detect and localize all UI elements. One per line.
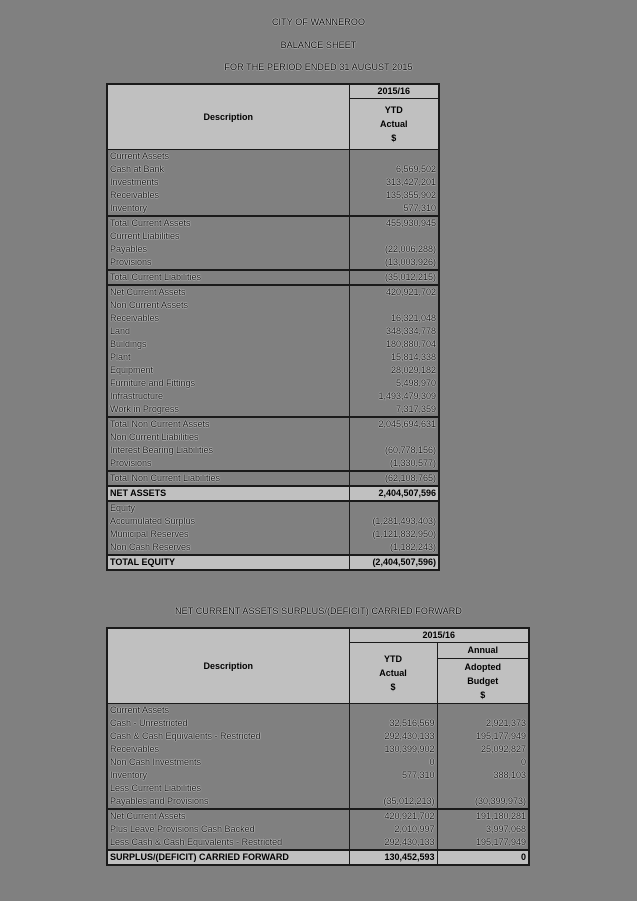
row-label: Municipal Reserves	[107, 528, 349, 541]
row-value-budget: 195,177,949	[437, 836, 529, 850]
row-label: Receivables	[107, 312, 349, 325]
row-label: Current Assets	[107, 150, 349, 164]
row-value-budget: 2,921,373	[437, 717, 529, 730]
table-row	[107, 756, 529, 769]
row-value-value	[349, 501, 439, 515]
row-value-value: 16,321,048	[349, 312, 439, 325]
row-label: Plus Leave Provisions Cash Backed	[107, 823, 349, 836]
row-label: Total Current Assets	[107, 216, 349, 230]
row-label: Non Cash Reserves	[107, 541, 349, 555]
surplus-ytd-value: 130,452,593	[349, 850, 437, 865]
table-row	[107, 202, 439, 216]
row-value-budget: 0	[437, 756, 529, 769]
table-row	[107, 216, 439, 230]
surplus-budget-value: 0	[437, 850, 529, 865]
row-label: Total Non Current Assets	[107, 417, 349, 431]
surplus-row	[107, 850, 529, 865]
row-label: Accumulated Surplus	[107, 515, 349, 528]
row-value-value: 455,930,945	[349, 216, 439, 230]
actual-label: Actual	[379, 119, 408, 129]
table-row	[107, 189, 439, 202]
table-row	[107, 541, 439, 555]
table-row	[107, 150, 439, 164]
table-row	[107, 230, 439, 243]
table-row	[107, 836, 529, 850]
table-row	[107, 515, 439, 528]
row-value-budget: 3,997,068	[437, 823, 529, 836]
table-row	[107, 528, 439, 541]
row-value-ytd: 130,399,902	[349, 743, 437, 756]
table-row	[107, 795, 529, 809]
nca-currency-label: $	[390, 682, 396, 692]
annual-header: Annual	[437, 643, 529, 659]
row-label: Cash at Bank	[107, 163, 349, 176]
description-header: Description	[107, 84, 349, 150]
net-assets-row	[107, 486, 439, 501]
row-label: Less Current Liabilities	[107, 782, 349, 795]
table-row	[107, 338, 439, 351]
table-row	[107, 270, 439, 285]
total-equity-label: TOTAL EQUITY	[107, 555, 349, 570]
row-value-value: 180,880,704	[349, 338, 439, 351]
row-value-value: (1,121,832,950)	[349, 528, 439, 541]
row-label: Net Current Assets	[107, 809, 349, 823]
nca-ytd-label: YTD	[384, 654, 402, 664]
row-value-budget	[437, 782, 529, 795]
table-row	[107, 769, 529, 782]
table-row	[107, 312, 439, 325]
table-row	[107, 730, 529, 743]
row-label: Net Current Assets	[107, 285, 349, 299]
table-row	[107, 325, 439, 338]
row-value-value: (60,778,156)	[349, 444, 439, 457]
row-value-ytd: (35,012,213)	[349, 795, 437, 809]
net-assets-label: NET ASSETS	[107, 486, 349, 501]
row-value-value: 6,569,502	[349, 163, 439, 176]
row-label: Investments	[107, 176, 349, 189]
row-value-value: 1,493,479,309	[349, 390, 439, 403]
row-value-value: (1,281,493,403)	[349, 515, 439, 528]
row-label: Inventory	[107, 202, 349, 216]
row-label: Equipment	[107, 364, 349, 377]
row-value-budget: 388,103	[437, 769, 529, 782]
table-row	[107, 431, 439, 444]
net-assets-value: 2,404,507,596	[349, 486, 439, 501]
row-value-value	[349, 150, 439, 164]
total-equity-value: (2,404,507,596)	[349, 555, 439, 570]
row-value-value: 577,310	[349, 202, 439, 216]
table-row	[107, 471, 439, 486]
table-row	[107, 704, 529, 718]
report-period: FOR THE PERIOD ENDED 31 AUGUST 2015	[224, 62, 413, 72]
row-label: Infrastructure	[107, 390, 349, 403]
row-value-ytd: 292,430,133	[349, 730, 437, 743]
row-value-value: (1,330,577)	[349, 457, 439, 471]
row-label: Cash - Unrestricted	[107, 717, 349, 730]
table-row	[107, 823, 529, 836]
row-value-value: (62,108,765)	[349, 471, 439, 486]
row-label: Receivables	[107, 743, 349, 756]
row-label: Interest Bearing Liabilities	[107, 444, 349, 457]
row-value-value: 420,921,702	[349, 285, 439, 299]
adopted-label: Adopted	[464, 662, 501, 672]
table-row	[107, 403, 439, 417]
total-equity-row	[107, 555, 439, 570]
row-value-ytd	[349, 782, 437, 795]
row-label: Current Liabilities	[107, 230, 349, 243]
ytd-actual-header	[349, 99, 439, 150]
table-row	[107, 743, 529, 756]
table-row	[107, 299, 439, 312]
row-label: Cash & Cash Equivalents - Restricted	[107, 730, 349, 743]
table-row	[107, 285, 439, 299]
row-label: Non Cash Investments	[107, 756, 349, 769]
budget-label: Budget	[467, 676, 499, 686]
nca-section-title: NET CURRENT ASSETS SURPLUS/(DEFICIT) CARRIED FORWARD	[175, 606, 462, 616]
nca-description-header: Description	[107, 628, 349, 704]
row-value-value	[349, 431, 439, 444]
table-row	[107, 501, 439, 515]
net-current-assets-table	[106, 627, 530, 866]
table-row	[107, 782, 529, 795]
table-row	[107, 351, 439, 364]
row-value-value: 135,355,902	[349, 189, 439, 202]
row-value-budget: (30,399,973)	[437, 795, 529, 809]
row-value-value: 5,498,970	[349, 377, 439, 390]
surplus-label: SURPLUS/(DEFICIT) CARRIED FORWARD	[107, 850, 349, 865]
row-value-value: (35,012,215)	[349, 270, 439, 285]
row-value-value	[349, 230, 439, 243]
row-value-value	[349, 299, 439, 312]
row-value-value: 15,814,338	[349, 351, 439, 364]
header-row	[107, 84, 439, 99]
table-row	[107, 377, 439, 390]
row-label: Provisions	[107, 256, 349, 270]
row-value-value: 313,427,201	[349, 176, 439, 189]
row-label: Receivables	[107, 189, 349, 202]
row-value-value: (13,003,926)	[349, 256, 439, 270]
row-label: Equity	[107, 501, 349, 515]
row-label: Total Non Current Liabilities	[107, 471, 349, 486]
nca-body	[107, 704, 529, 851]
row-value-budget	[437, 704, 529, 718]
row-label: Payables	[107, 243, 349, 256]
row-label: Work in Progress	[107, 403, 349, 417]
adopted-budget-header	[437, 659, 529, 704]
row-label: Non Current Assets	[107, 299, 349, 312]
row-label: Plant	[107, 351, 349, 364]
table-row	[107, 444, 439, 457]
row-value-value: 7,317,359	[349, 403, 439, 417]
row-label: Total Current Liabilities	[107, 270, 349, 285]
row-value-budget: 25,092,827	[437, 743, 529, 756]
table-row	[107, 364, 439, 377]
row-label: Less Cash & Cash Equivalents - Restricted	[107, 836, 349, 850]
equity-body	[107, 501, 439, 555]
row-label: Non Current Liabilities	[107, 431, 349, 444]
row-value-ytd: 420,921,702	[349, 809, 437, 823]
report-title: BALANCE SHEET	[280, 40, 357, 50]
nca-actual-label: Actual	[379, 668, 407, 678]
table-row	[107, 256, 439, 270]
nca-ytd-actual-header	[349, 643, 437, 704]
row-value-ytd: 2,010,997	[349, 823, 437, 836]
ytd-label: YTD	[384, 105, 403, 115]
row-value-value: (22,006,288)	[349, 243, 439, 256]
row-value-ytd: 32,516,569	[349, 717, 437, 730]
row-label: Furniture and Fittings	[107, 377, 349, 390]
balance-sheet-table	[106, 83, 440, 571]
table-row	[107, 390, 439, 403]
row-value-value: (1,182,243)	[349, 541, 439, 555]
balance-sheet-body	[107, 150, 439, 487]
table-row	[107, 417, 439, 431]
table-row	[107, 243, 439, 256]
row-label: Buildings	[107, 338, 349, 351]
table-row	[107, 457, 439, 471]
row-value-budget: 191,180,281	[437, 809, 529, 823]
year-header: 2015/16	[349, 84, 439, 99]
row-label: Payables and Provisions	[107, 795, 349, 809]
nca-header-row	[107, 628, 529, 643]
row-value-value: 2,045,694,631	[349, 417, 439, 431]
row-value-budget: 195,177,949	[437, 730, 529, 743]
row-label: Current Assets	[107, 704, 349, 718]
row-value-ytd	[349, 704, 437, 718]
row-label: Land	[107, 325, 349, 338]
row-label: Inventory	[107, 769, 349, 782]
row-value-ytd: 292,430,133	[349, 836, 437, 850]
table-row	[107, 163, 439, 176]
organization-name: CITY OF WANNEROO	[271, 17, 366, 27]
currency-label: $	[391, 133, 397, 143]
row-value-ytd: 0	[349, 756, 437, 769]
row-value-value: 28,029,182	[349, 364, 439, 377]
table-row	[107, 809, 529, 823]
nca-year-header: 2015/16	[349, 628, 529, 643]
row-value-value: 348,334,778	[349, 325, 439, 338]
table-row	[107, 717, 529, 730]
row-value-ytd: 577,310	[349, 769, 437, 782]
row-label: Provisions	[107, 457, 349, 471]
budget-currency-label: $	[480, 690, 486, 700]
table-row	[107, 176, 439, 189]
